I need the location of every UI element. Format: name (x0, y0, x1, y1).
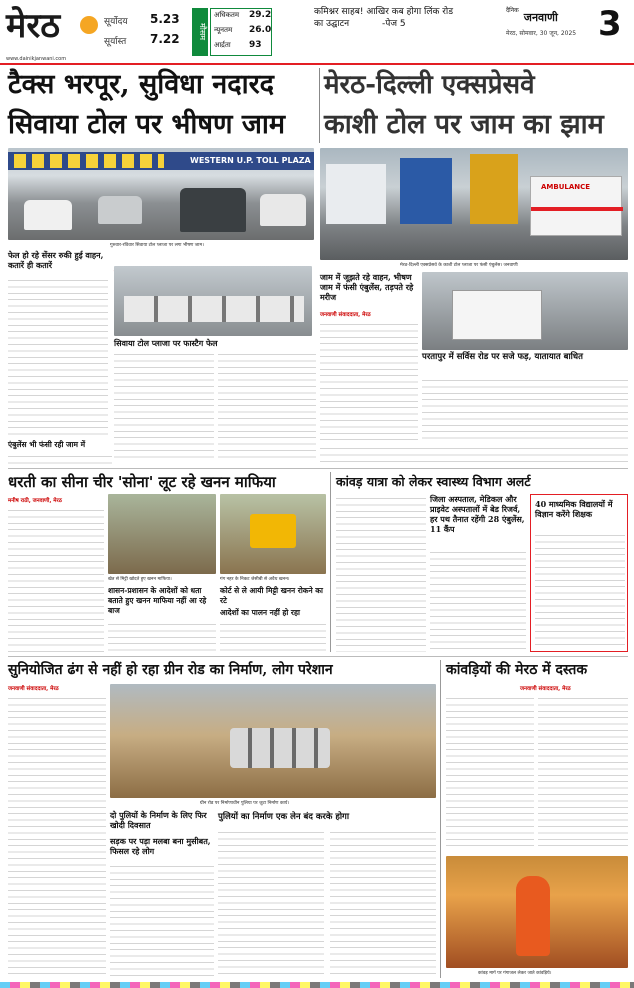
greenroad-body-col4 (330, 828, 436, 978)
lead-headline-4: काशी टोल पर जाम का झाम (324, 109, 604, 140)
car-white-2 (260, 194, 306, 226)
mining-subhead-3: आदेशों का पालन नहीं हो रहा (220, 608, 300, 617)
mining-byline: मनीष राठी, जनवाणी, मेरठ (8, 498, 62, 504)
min-label: न्यूनतम (214, 26, 233, 34)
kanwariya-caption: कांवड़ मार्ग पर गंगाजल लेकर जाते कांवड़िये। (478, 971, 552, 976)
truck-blue (400, 158, 452, 224)
mining-body-col1 (8, 506, 104, 652)
kanwar-headline: कांवड़ यात्रा को लेकर स्वास्थ्य विभाग अलर्ट (336, 474, 531, 489)
car-queue (124, 296, 304, 322)
greenroad-byline: जनवाणी संवाददाता, मेरठ (8, 686, 59, 692)
max-value: 29.2 (249, 10, 272, 20)
schools-box (530, 494, 628, 652)
mining-caption-2: गंग नहर के निकट जेसीबी से अवैध खनन। (220, 577, 290, 582)
max-label: अधिकतम (214, 11, 240, 19)
expressway-photo (320, 148, 628, 260)
lead-subhead-mid: सिवाया टोल प्लाजा पर फास्टैग फेल (114, 338, 218, 348)
lead-body-col1 (8, 276, 108, 436)
humidity-value: 93 (249, 40, 262, 50)
lead-subhead-right: परतापुर में सर्विस रोड पर सजे फड़, यातायात बाधित (422, 352, 583, 362)
sun-box (80, 12, 188, 56)
car-white-1 (24, 200, 72, 230)
lead-body-col3 (114, 350, 214, 458)
schools-headline: 40 माध्यमिक विद्यालयों में विज्ञान करेंगे शिक्षक (535, 499, 613, 519)
kanwariya-body-col2 (538, 694, 628, 850)
teaser-page: -पेज 5 (382, 19, 406, 29)
sunset-label: सूर्यास्त (104, 37, 127, 47)
photo-caption-right: मेरठ-दिल्ली एक्सप्रेसवे के काशी टोल प्लाजा पर फंसी एंबुलेंस। जनवाणी (400, 263, 518, 268)
weather-box (210, 8, 272, 56)
ambulance-van-2 (452, 290, 542, 340)
kanwar-subhead: जिला अस्पताल, मेडिकल और प्राइवेट अस्पतालों में बेड रिजर्व, हर पथ तैनात रहेंगी 28 एंबुलेंस, 11 कैंप (430, 494, 525, 534)
kanwariya-body-col1 (446, 694, 534, 850)
lead-byline-right: जनवाणी संवाददाता, मेरठ (320, 312, 371, 318)
greenroad-subhead-1: दो पुलियों के निर्माण के लिए फिर खोदी दिवसात (110, 810, 207, 830)
issue-date: मेरठ, सोमवार, 30 जून, 2025 (506, 30, 577, 37)
sunset-value: 7.22 (150, 32, 180, 46)
section2-divider (330, 472, 331, 652)
section-rule-2 (8, 656, 628, 657)
mining-headline: धरती का सीना चीर 'सोना' लूट रहे खनन माफिया (8, 473, 276, 491)
color-bar (0, 982, 634, 988)
schools-body (535, 531, 625, 649)
greenroad-headline: सुनियोजित ढंग से नहीं हो रहा ग्रीन रोड का निर्माण, लोग परेशान (8, 662, 333, 678)
humidity-label: आर्द्रता (214, 41, 231, 49)
lead-body-col5 (8, 452, 112, 464)
greenroad-body-col3 (218, 828, 324, 978)
kanwariya-headline: कांवड़ियों की मेरठ में दस्तक (446, 662, 588, 678)
photo-caption-left: गुरुवार-रविवार सिवाया टोल प्लाजा पर लगा भीषण जाम। (110, 243, 204, 248)
weather-badge (192, 8, 208, 56)
mining-subhead-2: कोर्ट से ले आयी मिट्टी खनन रोकने का रटे (220, 586, 324, 605)
ambulance-van (530, 176, 622, 236)
mining-subhead-1: शासन-प्रशासन के आदेशों को धता बताते हुए खनन माफिया नहीं आ रहे बाज (108, 586, 207, 615)
brand-box (506, 6, 594, 46)
greenroad-photo (110, 684, 436, 798)
kanwar-body-col2 (430, 548, 526, 652)
traffic-photo-small (114, 266, 312, 336)
mining-photo-1 (108, 494, 216, 574)
kanwariya-byline: जनवाणी संवाददाता, मेरठ (520, 686, 571, 692)
lead-body-col7 (422, 376, 628, 440)
sun-icon (80, 16, 98, 34)
brand-name: जनवाणी (523, 11, 558, 24)
lead-headline-2: सिवाया टोल पर भीषण जाम (8, 109, 286, 140)
jcb-icon (250, 514, 296, 548)
section3-divider (440, 660, 441, 978)
ambulance-text: AMBULANCE (541, 183, 591, 191)
lane-signs (14, 154, 164, 168)
mining-caption-1: खेत से मिट्टी खोदते हुए खनन माफिया। (108, 577, 172, 582)
page-number: 3 (598, 4, 622, 44)
ambulance-photo-2 (422, 272, 628, 350)
toll-sign: WESTERN U.P. TOLL PLAZA (190, 156, 311, 165)
pilgrim-figure (516, 876, 550, 956)
greenroad-caption: ग्रीन रोड पर निर्माणाधीन पुलिया पर जुटा निर्माण कार्य। (200, 801, 290, 806)
mining-body-col2 (108, 620, 216, 652)
bus-white (326, 164, 386, 224)
greenroad-subhead-3: पुलियों का निर्माण एक लेन बंद करके होगा (218, 812, 350, 822)
greenroad-subhead-2: सड़क पर पड़ा मलबा बना मुसीबत, फिसल रहे लोग (110, 836, 211, 856)
teaser-text: कमिश्नर साहब! आखिर कब होगा लिंक रोड का उद्घाटन (314, 7, 454, 29)
city-name: मेरठ (6, 6, 60, 46)
sunrise-label: सूर्योदय (104, 17, 128, 27)
toll-plaza-photo (8, 148, 314, 240)
brand-prefix: दैनिक (506, 7, 519, 14)
suv-dark (180, 188, 246, 232)
ambulance-stripe (531, 207, 623, 211)
greenroad-body-col1 (8, 694, 106, 978)
lead-divider (319, 68, 320, 143)
mining-body-col3 (220, 620, 326, 652)
lead-body-col8 (320, 444, 628, 464)
weather-label: मौसम (198, 23, 207, 41)
lead-body-col6 (320, 320, 418, 440)
lead-body-col4 (218, 350, 316, 458)
section-rule-1 (8, 468, 628, 469)
sunrise-value: 5.23 (150, 12, 180, 26)
truck-yellow (470, 154, 518, 224)
lead-subhead-bottom-left: एंबुलेंस भी फंसी रही जाम में (8, 440, 86, 449)
min-value: 26.0 (249, 25, 272, 35)
teaser-box[interactable] (314, 6, 464, 46)
greenroad-body-col2 (110, 862, 214, 978)
lead-subhead-jam: जाम में जूझते रहे वाहन, भीषण जाम में फंसी एंबुलेंस, तड़पते रहे मरीज (320, 272, 414, 302)
mining-photo-2 (220, 494, 326, 574)
lead-headline-1: टैक्स भरपूर, सुविधा नदारद (8, 69, 274, 100)
kanwariya-photo (446, 856, 628, 968)
culvert-pipes (230, 728, 330, 768)
masthead (0, 0, 634, 66)
lead-headline-3: मेरठ-दिल्ली एक्सप्रेसवे (324, 70, 535, 100)
masthead-rule (0, 63, 634, 65)
kanwar-body-col1 (336, 494, 426, 652)
website-url[interactable]: www.dainikjanwani.com (6, 56, 67, 62)
car-silver (98, 196, 142, 224)
lead-subhead-left: फेल हो रहे सेंसर रुकी हुई वाहन, कतारें ही कतारें (8, 250, 104, 270)
